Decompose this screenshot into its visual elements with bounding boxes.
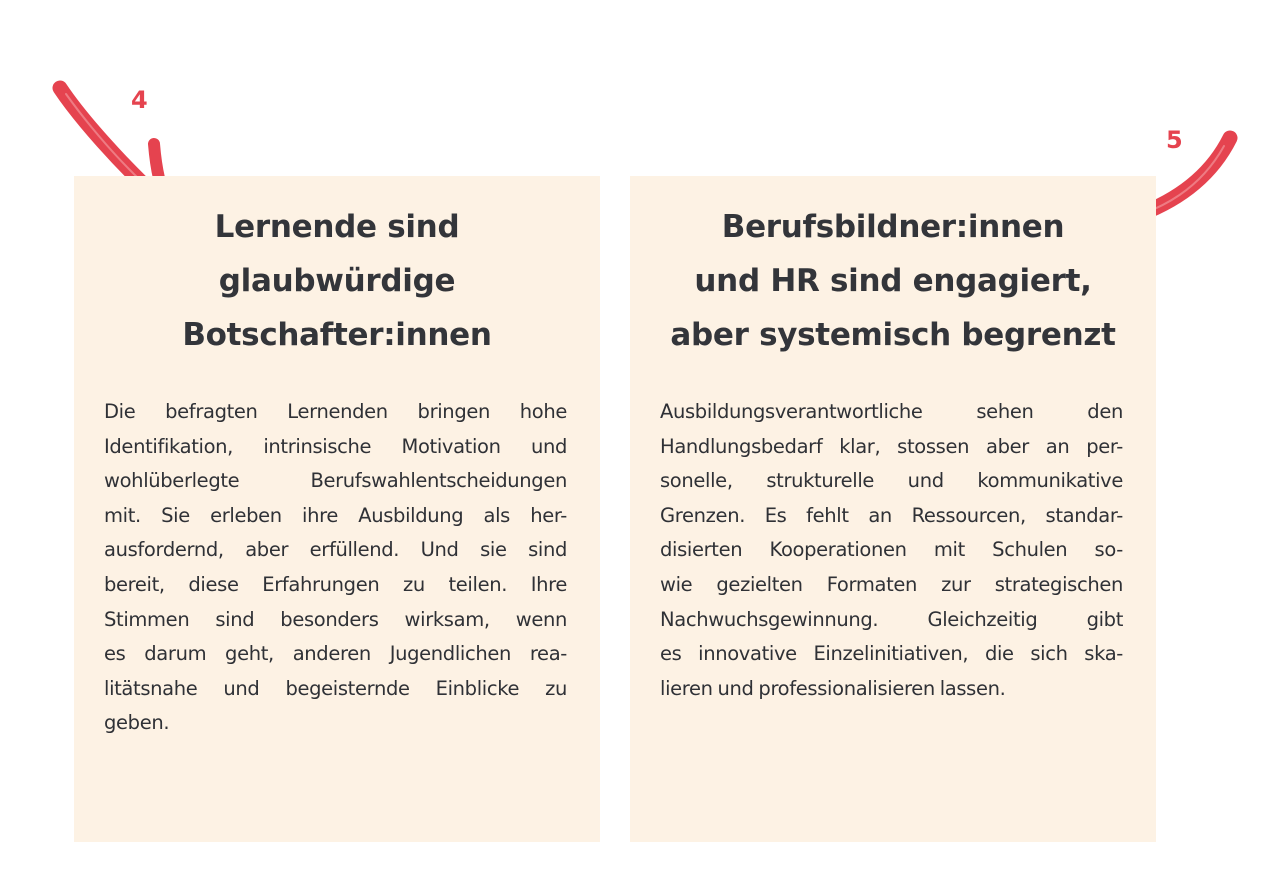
card-lernende [74, 176, 600, 842]
body-line: ausfordernd, aber erfüllend. Und sie sind [104, 538, 567, 562]
body-line: es darum geht, anderen Jugendlichen rea- [104, 642, 567, 666]
title-line: Lernende sind [214, 209, 460, 245]
card-title [74, 200, 600, 362]
body-line: lieren und professionalisieren lassen. [660, 676, 1006, 700]
body-line: Ausbildungsverantwortliche sehen den [660, 400, 1123, 423]
body-line: mit. Sie erleben ihre Ausbildung als her- [104, 503, 567, 527]
title-line: glaubwürdige [218, 263, 456, 299]
card-body-text [660, 395, 1123, 706]
body-line: sonelle, strukturelle und kommunikative [660, 469, 1123, 493]
title-line: Berufsbildner:innen [721, 209, 1065, 245]
body-line: wohlüberlegte Berufswahlentscheidungen [104, 469, 567, 493]
marker-number-4: 4 [131, 86, 148, 114]
body-line: es innovative Einzelinitiativen, die sich ska- [660, 642, 1123, 666]
body-line: Die befragten Lernenden bringen hohe [104, 400, 567, 423]
body-line: bereit, diese Erfahrungen zu teilen. Ihre [104, 572, 567, 596]
card-title [630, 200, 1156, 362]
body-line: geben. [104, 711, 170, 735]
body-line: Nachwuchsgewinnung. Gleichzeitig gibt [660, 607, 1123, 631]
card-body-text [104, 395, 567, 741]
card-berufsbildner [630, 176, 1156, 842]
body-line: Handlungsbedarf klar, stossen aber an per- [660, 434, 1123, 458]
body-line: Identifikation, intrinsische Motivation und [104, 434, 567, 458]
body-line: disierten Kooperationen mit Schulen so- [660, 538, 1123, 562]
body-line: Grenzen. Es fehlt an Ressourcen, standar- [660, 503, 1123, 527]
body-line: Stimmen sind besonders wirksam, wenn [104, 607, 567, 631]
body-line: wie gezielten Formaten zur strategischen [660, 572, 1123, 596]
body-line: litätsnahe und begeisternde Einblicke zu [104, 676, 567, 700]
title-line: aber systemisch begrenzt [670, 317, 1116, 353]
title-line: und HR sind engagiert, [694, 263, 1092, 299]
title-line: Botschafter:innen [182, 317, 492, 353]
marker-number-5: 5 [1166, 126, 1183, 154]
